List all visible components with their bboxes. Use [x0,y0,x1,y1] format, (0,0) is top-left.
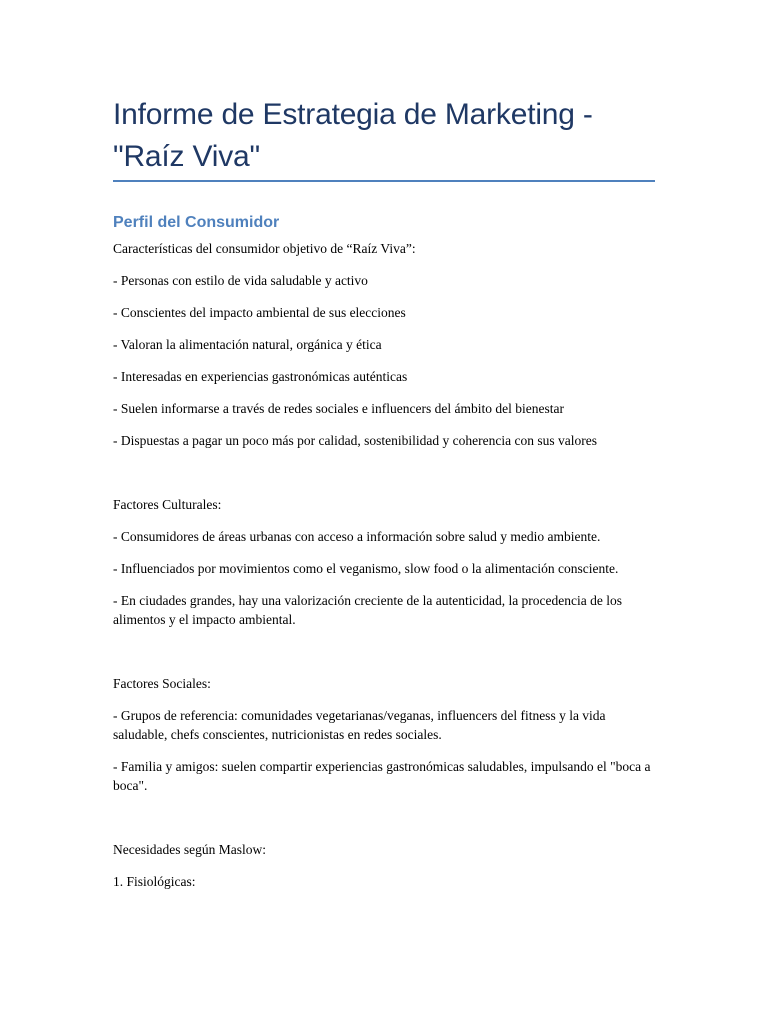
section-heading: Perfil del Consumidor [113,214,280,231]
paragraph-subheading: Factores Culturales: [113,497,222,512]
document-title [113,94,658,178]
paragraph-bullet: - En ciudades grandes, hay una valorización creciente de la autenticidad, la procedencia de los alimentos y el impacto ambiental. [113,593,623,627]
paragraph-bullet: - Dispuestas a pagar un poco más por calidad, sostenibilidad y coherencia con sus valores [113,433,597,448]
paragraph-spacer [113,808,658,840]
paragraph-intro: Características del consumidor objetivo de “Raíz Viva”: [113,241,416,256]
paragraph-bullet: - Consumidores de áreas urbanas con acceso a información sobre salud y medio ambiente. [113,529,601,544]
paragraph-bullet: - Suelen informarse a través de redes sociales e influencers del ámbito del bienestar [113,401,564,416]
paragraph-bullet: - Influenciados por movimientos como el veganismo, slow food o la alimentación consciente. [113,561,619,576]
paragraph-spacer [113,642,658,674]
paragraph-bullet: - Interesadas en experiencias gastronómicas auténticas [113,369,408,384]
paragraph-bullet: - Grupos de referencia: comunidades vegetarianas/veganas, influencers del fitness y la vida saludable, chefs conscientes, nutricionistas en redes sociales. [113,708,606,742]
paragraph-bullet: - Conscientes del impacto ambiental de sus elecciones [113,305,406,320]
paragraph-subheading: Factores Sociales: [113,676,211,691]
paragraph-subheading: Necesidades según Maslow: [113,842,266,857]
title-underline-divider [113,180,655,182]
paragraph-spacer [113,463,658,495]
paragraph-bullet: - Familia y amigos: suelen compartir experiencias gastronómicas saludables, impulsando el "boca a boca". [113,759,651,793]
paragraph-numbered-item: 1. Fisiológicas: [113,874,196,889]
paragraph-bullet: - Personas con estilo de vida saludable y activo [113,273,368,288]
document-title-line-1: Informe de Estrategia de Marketing - [113,98,593,131]
document-title-line-2: "Raíz Viva" [113,140,260,173]
paragraph-bullet: - Valoran la alimentación natural, orgánica y ética [113,337,382,352]
document-body [113,239,658,904]
